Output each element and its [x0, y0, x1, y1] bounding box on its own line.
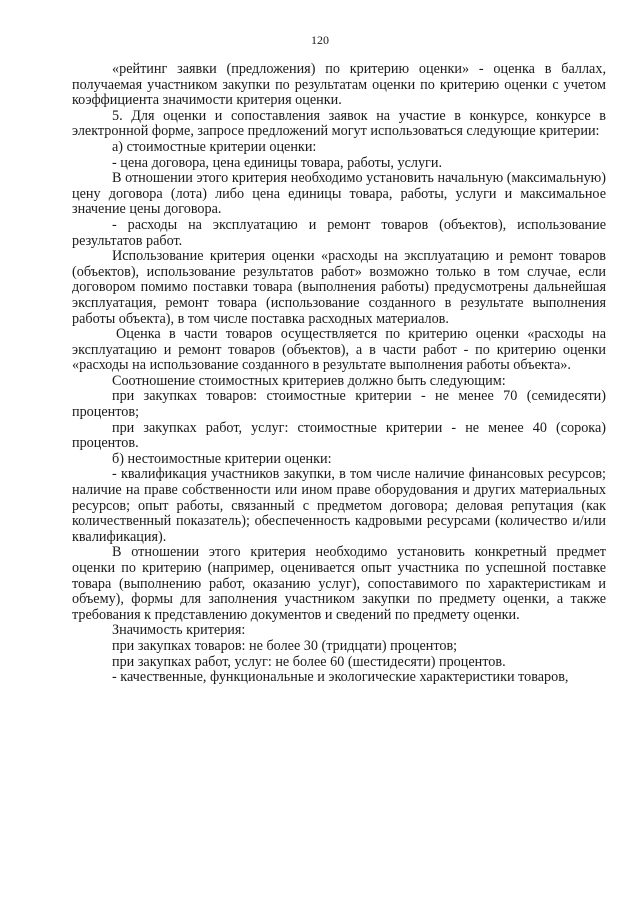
paragraph: при закупках работ, услуг: не более 60 (шестидесяти) процентов.: [112, 653, 506, 670]
paragraph: В отношении этого критерия необходимо установить конкретный предмет оценки по критерию (например, оценивается опыт участника по успешной поставке товара (выполнению работ, оказанию услуг), сопоставимого по характеристикам и объему), формы для заполнения участником закупки по предмету оценки, а также требования к представлению документов и сведений по предмету оценки.: [72, 544, 606, 623]
paragraph: Использование критерия оценки «расходы на эксплуатацию и ремонт товаров (объектов), использование результатов работ» возможно только в том случае, если договором помимо поставки товара (выполнения работы) предусмотрены дальнейшая эксплуатация, ремонт товара (использование созданного в результате выполнения работы объекта), в том числе поставка расходных материалов.: [72, 248, 606, 327]
document-body: [72, 62, 606, 686]
paragraph: Значимость критерия:: [112, 622, 246, 639]
paragraph: - цена договора, цена единицы товара, работы, услуги.: [112, 154, 443, 171]
paragraph: - расходы на эксплуатацию и ремонт товаров (объектов), использование результатов работ.: [72, 216, 606, 249]
paragraph: В отношении этого критерия необходимо установить начальную (максимальную) цену договора (лота) либо цена единицы товара, работы, услуги и максимальное значение цены договора.: [72, 170, 606, 218]
paragraph: - качественные, функциональные и экологические характеристики товаров,: [112, 669, 569, 686]
paragraph: а) стоимостные критерии оценки:: [112, 138, 317, 155]
paragraph: Оценка в части товаров осуществляется по критерию оценки «расходы на эксплуатацию и ремонт товаров (объектов), а в части работ - по критерию оценки «расходы на использование созданного в результате выполнения работы объекта».: [72, 326, 606, 374]
paragraph: - квалификация участников закупки, в том числе наличие финансовых ресурсов; наличие на праве собственности или ином праве оборудования и других материальных ресурсов; опыт работы, связанный с предметом договора; деловая репутация (как количественный показатель); обеспеченность кадровыми ресурсами (количество и/или квалификация).: [72, 466, 606, 545]
paragraph: при закупках товаров: стоимостные критерии - не менее 70 (семидесяти) процентов;: [72, 388, 606, 421]
paragraph: 5. Для оценки и сопоставления заявок на участие в конкурсе, конкурсе в электронной форме, запросе предложений могут использоваться следующие критерии:: [72, 107, 606, 140]
paragraph: при закупках работ, услуг: стоимостные критерии - не менее 40 (сорока) процентов.: [72, 419, 606, 452]
paragraph: при закупках товаров: не более 30 (тридцати) процентов;: [112, 637, 458, 654]
page-number: 120: [311, 33, 329, 47]
paragraph: «рейтинг заявки (предложения) по критерию оценки» - оценка в баллах, получаемая участником закупки по результатам оценки по критерию оценки с учетом коэффициента значимости критерия оценки.: [72, 61, 606, 109]
paragraph: Соотношение стоимостных критериев должно быть следующим:: [112, 372, 506, 389]
paragraph: б) нестоимостные критерии оценки:: [112, 450, 332, 467]
